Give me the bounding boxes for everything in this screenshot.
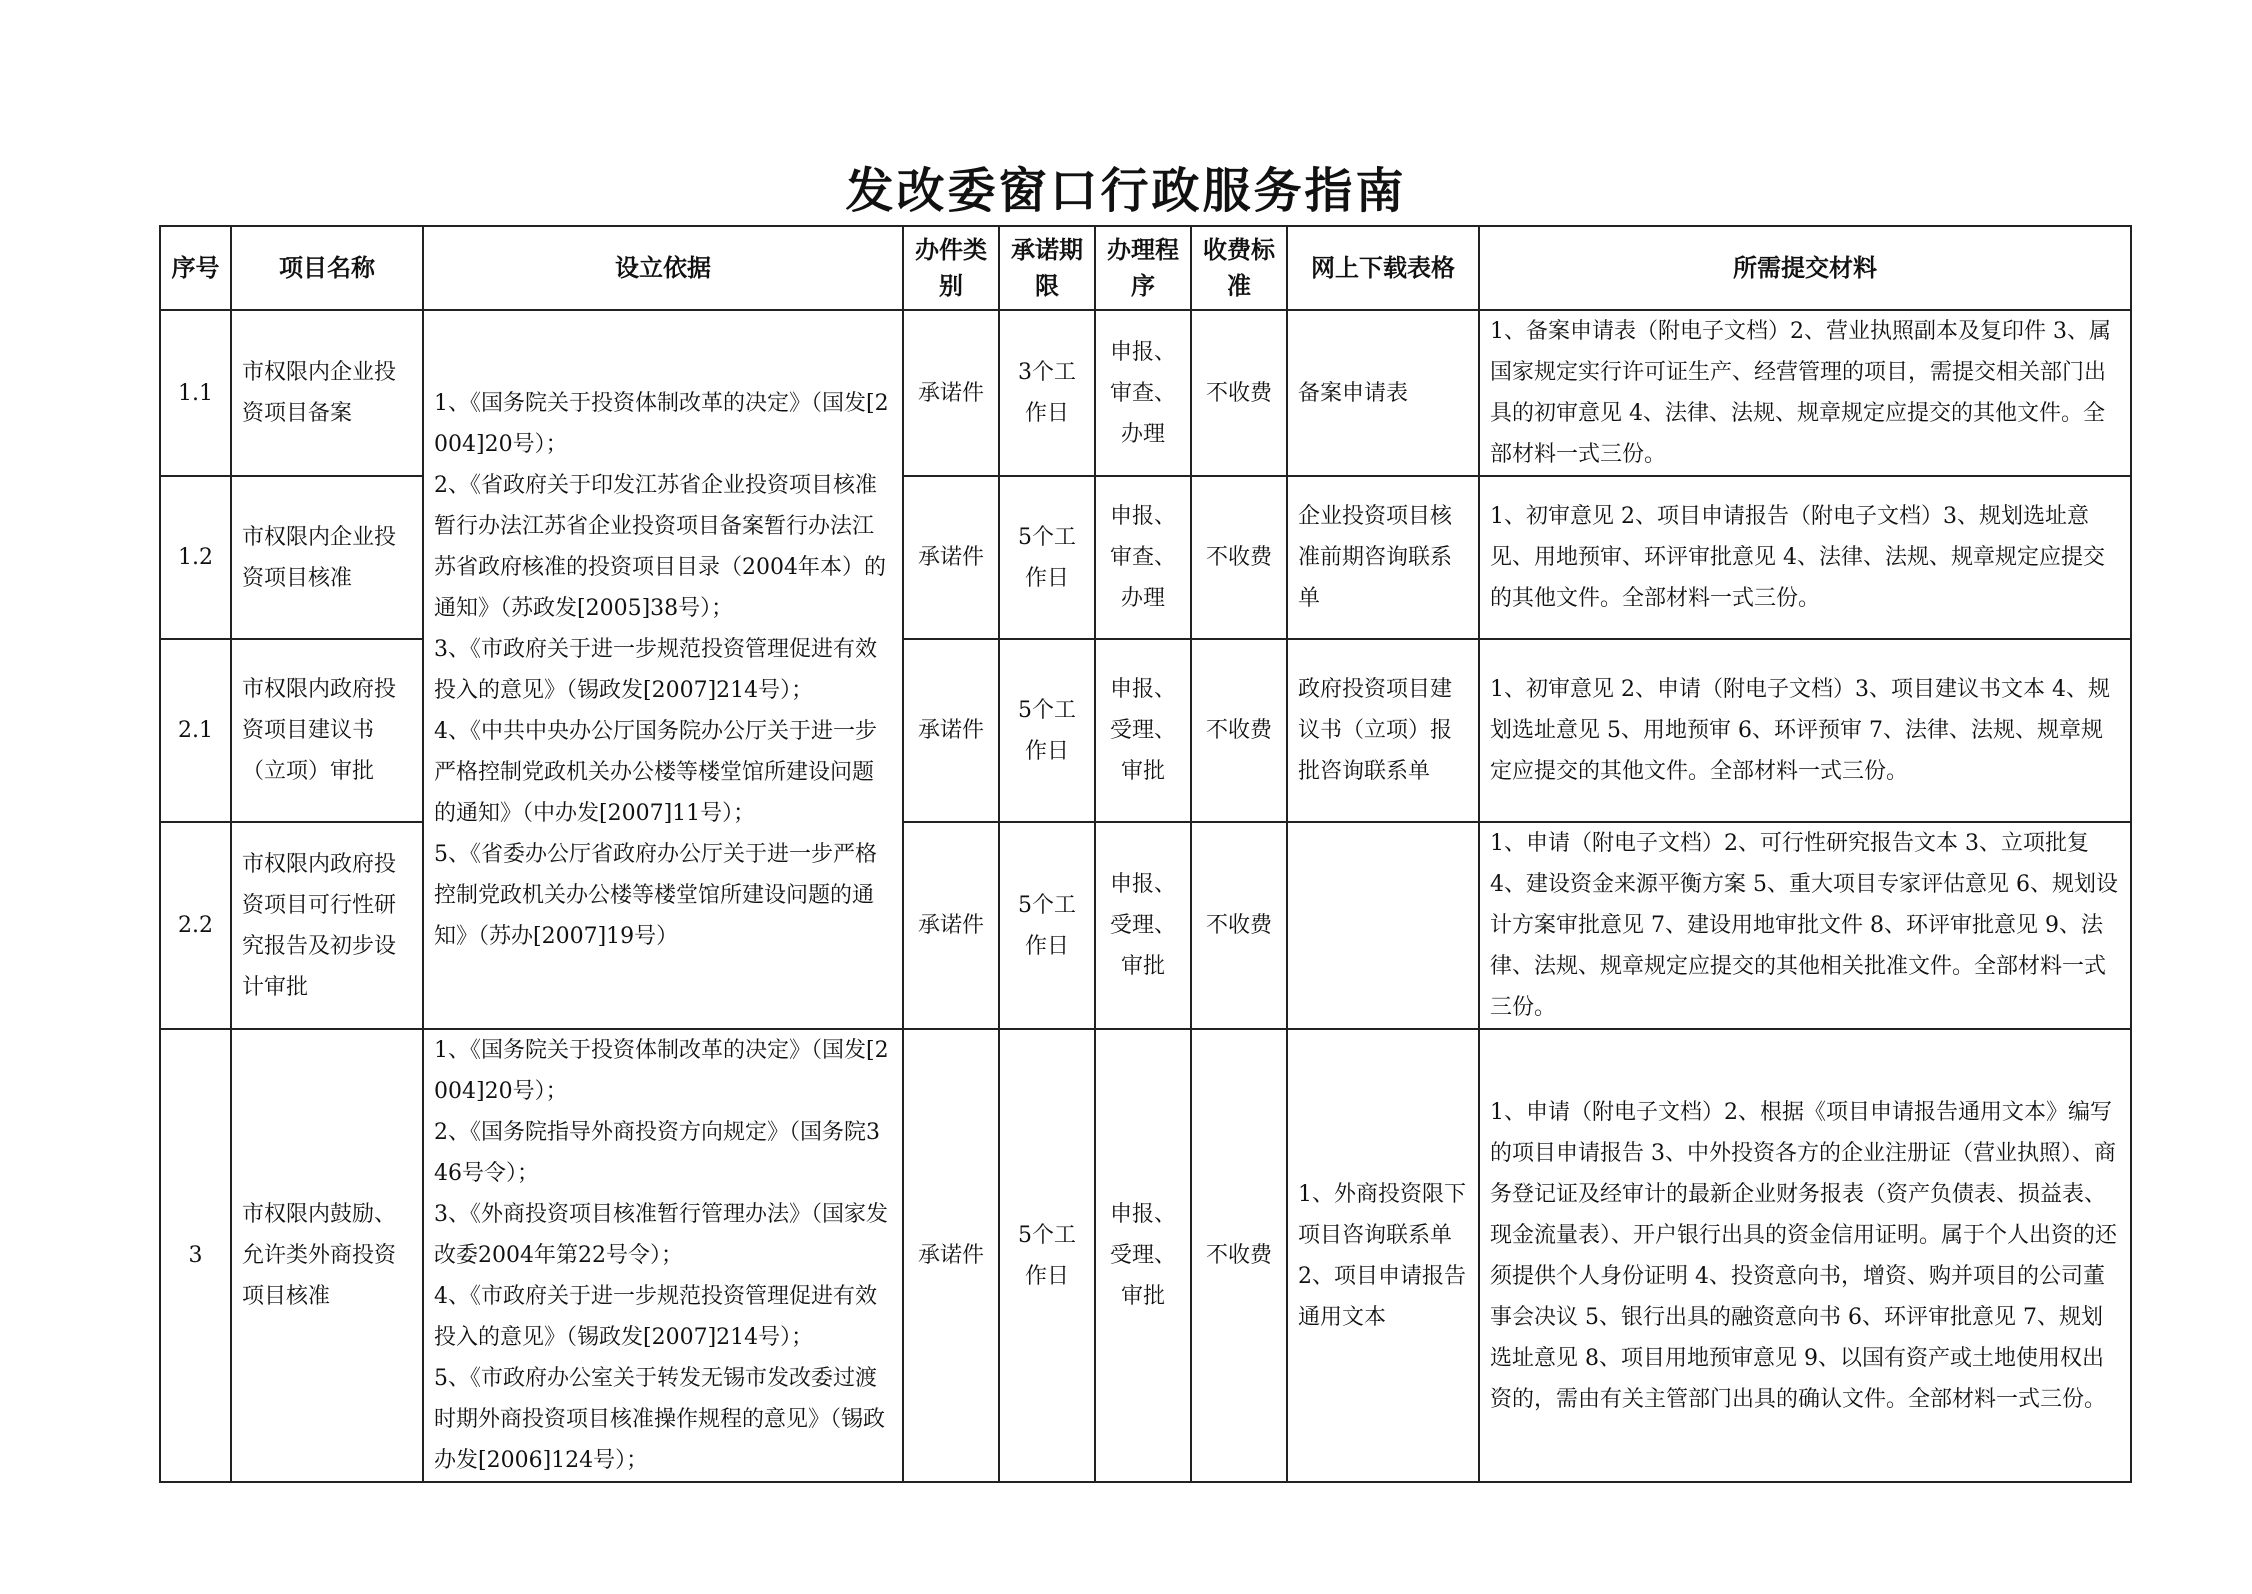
row-deadline: 5个工作日 [999, 822, 1095, 1029]
header-seq: 序号 [160, 226, 231, 310]
header-procedure: 办理程序 [1095, 226, 1191, 310]
row-seq: 2.1 [160, 639, 231, 822]
row-procedure: 申报、受理、审批 [1095, 822, 1191, 1029]
row-category: 承诺件 [903, 1029, 999, 1482]
row-procedure: 申报、审查、办理 [1095, 476, 1191, 639]
row-basis [423, 1029, 903, 1482]
text-line: 1、外商投资限下项目咨询联系单 [1298, 1181, 1466, 1248]
header-materials: 所需提交材料 [1479, 226, 2131, 310]
text-line: 4、《中共中央办公厅国务院办公厅关于进一步严格控制党政机关办公楼等楼堂馆所建设问题的通知》（中办发[2007]11号）； [434, 718, 877, 826]
header-forms: 网上下载表格 [1287, 226, 1479, 310]
table-row [160, 1029, 2131, 1482]
row-seq: 2.2 [160, 822, 231, 1029]
shared-basis-cell [423, 310, 903, 1029]
row-seq: 1.2 [160, 476, 231, 639]
row-materials: 1、初审意见 2、项目申请报告（附电子文档）3、规划选址意见、用地预审、环评审批意见 4、法律、法规、规章规定应提交的其他文件。全部材料一式三份。 [1479, 476, 2131, 639]
row-deadline: 5个工作日 [999, 1029, 1095, 1482]
row-category: 承诺件 [903, 310, 999, 476]
row-seq: 1.1 [160, 310, 231, 476]
text-line: 4、《市政府关于进一步规范投资管理促进有效投入的意见》（锡政发[2007]214号）； [434, 1284, 877, 1350]
text-line: 1、《国务院关于投资体制改革的决定》（国发[2004]20号）； [434, 390, 889, 457]
header-name: 项目名称 [231, 226, 423, 310]
row-deadline: 5个工作日 [999, 476, 1095, 639]
row-project-name: 市权限内鼓励、允许类外商投资项目核准 [231, 1029, 423, 1482]
header-basis: 设立依据 [423, 226, 903, 310]
text-line: 5、《市政府办公室关于转发无锡市发改委过渡时期外商投资项目核准操作规程的意见》（锡政办发[2006]124号）； [434, 1366, 886, 1473]
row-fee: 不收费 [1191, 639, 1287, 822]
row-materials: 1、备案申请表（附电子文档）2、营业执照副本及复印件 3、属国家规定实行许可证生产、经营管理的项目，需提交相关部门出具的初审意见 4、法律、法规、规章规定应提交的其他文件。全部材料一式三份。 [1479, 310, 2131, 476]
row-materials: 1、申请（附电子文档）2、可行性研究报告文本 3、立项批复 4、建设资金来源平衡方案 5、重大项目专家评估意见 6、规划设计方案审批意见 7、建设用地审批文件 8、环评审批意见 9、法律、法规、规章规定应提交的其他相关批准文件。全部材料一式三份。 [1479, 822, 2131, 1029]
row-fee: 不收费 [1191, 476, 1287, 639]
row-fee: 不收费 [1191, 1029, 1287, 1482]
header-fee: 收费标准 [1191, 226, 1287, 310]
row-category: 承诺件 [903, 822, 999, 1029]
page-title: 发改委窗口行政服务指南 [845, 163, 1407, 219]
row-procedure: 申报、审查、办理 [1095, 310, 1191, 476]
row-forms [1287, 1029, 1479, 1482]
row-forms: 备案申请表 [1287, 310, 1479, 476]
row-forms: 企业投资项目核准前期咨询联系单 [1287, 476, 1479, 639]
text-line: 3、《外商投资项目核准暂行管理办法》（国家发改委2004年第22号令）； [434, 1202, 888, 1268]
service-guide-table [159, 225, 2132, 1483]
table-row [160, 310, 2131, 476]
header-category: 办件类别 [903, 226, 999, 310]
row-procedure: 申报、受理、审批 [1095, 1029, 1191, 1482]
text-line: 1、《国务院关于投资体制改革的决定》（国发[2004]20号）； [434, 1038, 889, 1104]
row-basis-text [434, 1030, 892, 1481]
row-category: 承诺件 [903, 639, 999, 822]
row-category: 承诺件 [903, 476, 999, 639]
text-line: 2、《省政府关于印发江苏省企业投资项目核准暂行办法江苏省企业投资项目备案暂行办法江苏省政府核准的投资项目目录（2004年本）的通知》（苏政发[2005]38号）； [434, 472, 886, 621]
row-seq: 3 [160, 1029, 231, 1482]
row-materials: 1、申请（附电子文档）2、根据《项目申请报告通用文本》编写的项目申请报告 3、中外投资各方的企业注册证（营业执照）、商务登记证及经审计的最新企业财务报表（资产负债表、损益表、现金流量表）、开户银行出具的资金信用证明。属于个人出资的还须提供个人身份证明 4、投资意向书，增资、购并项目的公司董事会决议 5、银行出具的融资意向书 6、环评审批意见 7、规划选址意见 8、项目用地预审意见 9、以国有资产或土地使用权出资的，需由有关主管部门出具的确认文件。全部材料一式三份。 [1479, 1029, 2131, 1482]
header-deadline: 承诺期限 [999, 226, 1095, 310]
row-deadline: 5个工作日 [999, 639, 1095, 822]
row-fee: 不收费 [1191, 822, 1287, 1029]
row-materials: 1、初审意见 2、申请（附电子文档）3、项目建议书文本 4、规划选址意见 5、用地预审 6、环评预审 7、法律、法规、规章规定应提交的其他文件。全部材料一式三份。 [1479, 639, 2131, 822]
text-line: 2、项目申请报告通用文本 [1298, 1263, 1466, 1330]
row-project-name: 市权限内企业投资项目核准 [231, 476, 423, 639]
shared-basis-text [434, 383, 892, 957]
row-fee: 不收费 [1191, 310, 1287, 476]
row-forms [1287, 822, 1479, 1029]
row-project-name: 市权限内政府投资项目可行性研究报告及初步设计审批 [231, 822, 423, 1029]
row-deadline: 3个工作日 [999, 310, 1095, 476]
row-project-name: 市权限内政府投资项目建议书（立项）审批 [231, 639, 423, 822]
text-line: 2、《国务院指导外商投资方向规定》（国务院346号令）； [434, 1120, 880, 1186]
text-line: 3、《市政府关于进一步规范投资管理促进有效投入的意见》（锡政发[2007]214号）； [434, 636, 877, 703]
row-project-name: 市权限内企业投资项目备案 [231, 310, 423, 476]
text-line: 5、《省委办公厅省政府办公厅关于进一步严格控制党政机关办公楼等楼堂馆所建设问题的通知》（苏办[2007]19号） [434, 841, 877, 949]
row-procedure: 申报、受理、审批 [1095, 639, 1191, 822]
row-forms: 政府投资项目建议书（立项）报批咨询联系单 [1287, 639, 1479, 822]
row-forms-text [1298, 1174, 1468, 1338]
header-row [160, 226, 2131, 310]
